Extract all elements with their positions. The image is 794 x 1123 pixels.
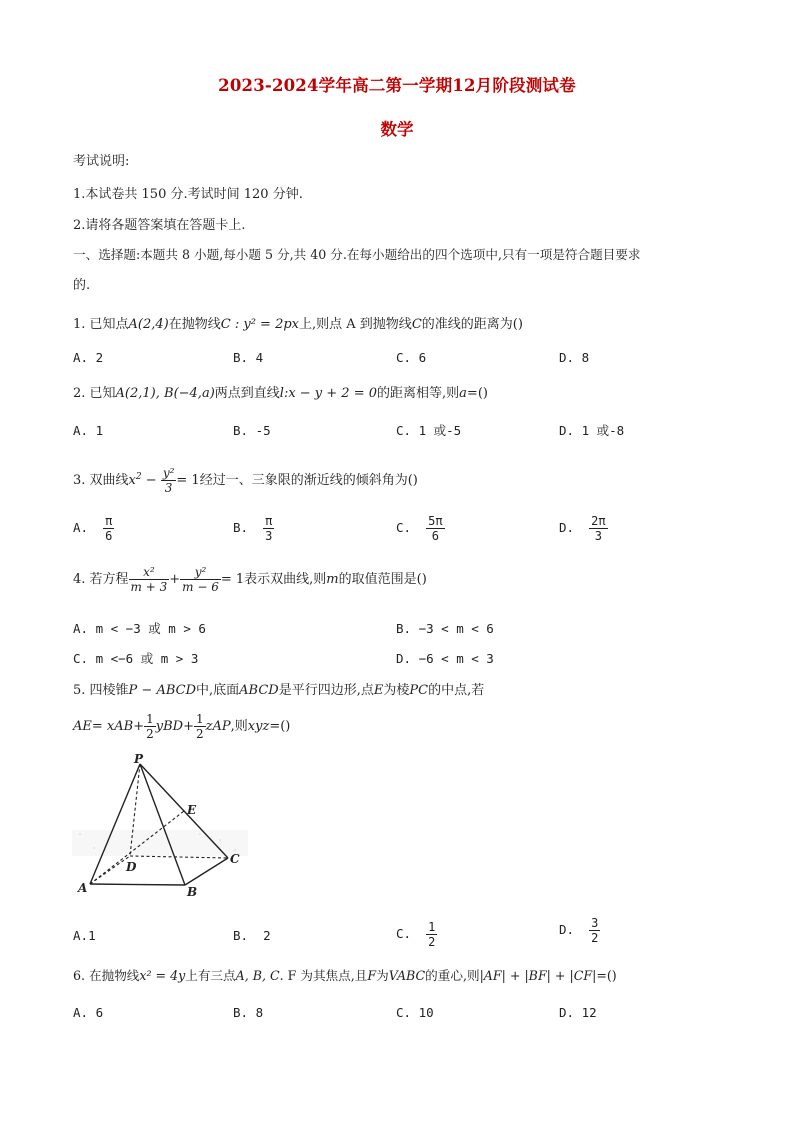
q6-mid: 上有三点 — [185, 968, 236, 983]
q5-plus1: + — [133, 719, 145, 734]
q6-mid4: 的重心,则 — [425, 968, 480, 983]
q1-end: 的准线的距离为() — [421, 317, 523, 332]
question-6 — [73, 967, 617, 985]
q5-end: 的中点,若 — [428, 683, 485, 698]
q5-prefix: 5. 四棱锥 — [73, 683, 129, 698]
q4-fraction-1: $\frac{\text{x²}}{m + 3}$ — [130, 565, 168, 594]
q5-line2-end: ,则 — [230, 719, 248, 734]
q6-sum: |AF| + |BF| + |CF| — [479, 968, 597, 983]
q2-option-c[interactable]: C. 1 或-5 — [396, 423, 462, 438]
q3-eq: = 1 — [176, 473, 200, 488]
edge-ab — [90, 884, 185, 885]
q4-option-d[interactable]: D. −6 < m < 3 — [396, 651, 494, 666]
q5-eq: = x — [91, 719, 115, 734]
edge-dc — [130, 856, 228, 858]
q2-suffix: 的距离相等,则 — [377, 386, 460, 401]
vec-ab: AB — [114, 719, 134, 734]
q5-option-b[interactable]: B. 2 — [233, 928, 271, 943]
q5-half-1: $\frac{1}{2}$ — [146, 712, 154, 741]
label-d: D — [126, 860, 137, 874]
q3-fraction: $\frac{\text{y²}}{3}$ — [162, 466, 175, 495]
q2-mid: 两点到直线 — [214, 386, 280, 401]
q5-option-d[interactable]: D. $\frac{3}{2}$ — [559, 916, 599, 945]
question-3 — [73, 462, 418, 496]
question-1 — [73, 316, 523, 334]
question-2 — [73, 385, 488, 403]
q2-option-a[interactable]: A. 1 — [73, 423, 104, 438]
q3-option-d[interactable]: D. $\frac{2\pi}{3}$ — [559, 514, 606, 543]
label-e: E — [187, 803, 197, 817]
q1-option-d[interactable]: D. 8 — [559, 350, 590, 365]
q4-option-c[interactable]: C. m <−6 或 m > 3 — [73, 651, 199, 666]
q3-minus: − — [145, 473, 157, 488]
q5-z: z — [205, 719, 213, 734]
q4-option-a[interactable]: A. m < −3 或 m > 6 — [73, 621, 206, 636]
q6-f: F — [367, 968, 377, 983]
subject-title: 数学 — [380, 120, 414, 139]
q2-var: a — [459, 386, 467, 401]
instruction-item-2: 2.请将各题答案填在答题卡上. — [73, 218, 246, 233]
q3-suffix: 经过一、三象限的渐近线的倾斜角为() — [199, 473, 418, 488]
q4-plus: + — [169, 572, 181, 587]
q6-mid2: . F 为其焦点,且 — [279, 968, 368, 983]
q3-prefix: 3. 双曲线 — [73, 473, 129, 488]
q4-end: 的取值范围是() — [338, 572, 427, 587]
q5-option-c[interactable]: C. $\frac{1}{2}$ — [396, 920, 436, 949]
q4-prefix: 4. 若方程 — [73, 572, 129, 587]
q1-prefix: 1. 已知点 — [73, 317, 129, 332]
vec-bd: BD — [163, 719, 184, 734]
q4-fraction-2: $\frac{\text{y²}}{m - 6}$ — [182, 565, 219, 594]
edge-pb — [140, 764, 185, 885]
q2-option-b[interactable]: B. -5 — [233, 423, 271, 438]
q3-option-a[interactable]: A. $\frac{\pi}{6}$ — [73, 514, 113, 543]
exam-title: 2023-2024学年高二第一学期12月阶段测试卷 — [218, 76, 576, 95]
q5-y: y — [155, 719, 164, 734]
question-4 — [73, 564, 427, 596]
label-p: P — [134, 752, 144, 766]
q6-prefix: 6. 在抛物线 — [73, 968, 140, 983]
q2-option-d[interactable]: D. 1 或-8 — [559, 423, 625, 438]
q6-mid3: 为 — [376, 968, 389, 983]
q6-option-b[interactable]: B. 8 — [233, 1005, 264, 1020]
q5-mid: 中,底面 — [196, 683, 240, 698]
q1-suffix: 上,则点 A 到抛物线 — [299, 317, 412, 332]
vec-ae: AE — [73, 719, 92, 734]
q6-end: =() — [596, 968, 617, 983]
q6-tri: VABC — [388, 968, 426, 983]
question-5 — [73, 682, 484, 700]
q6-points: A, B, C — [235, 968, 280, 983]
label-c: C — [230, 852, 240, 866]
section-heading: 一、选择题:本题共 8 小题,每小题 5 分,共 40 分.在每小题给出的四个选项中,只有一项是符合题目要求 — [73, 247, 641, 262]
q1-option-a[interactable]: A. 2 — [73, 350, 104, 365]
question-5-vector — [73, 712, 290, 742]
q1-c: C — [411, 317, 422, 332]
q6-option-d[interactable]: D. 12 — [559, 1005, 597, 1020]
q5-plus2: + — [183, 719, 194, 734]
q5-mid3: 为棱 — [383, 683, 410, 698]
q3-option-c[interactable]: C. $\frac{5\pi}{6}$ — [396, 514, 443, 543]
section-heading-cont: 的. — [73, 278, 91, 293]
q2-points: A(2,1), B(−4,a) — [115, 386, 215, 401]
label-b: B — [187, 885, 198, 899]
q1-point: A(2,4) — [128, 317, 169, 332]
edge-bc — [185, 858, 228, 885]
q2-prefix: 2. 已知 — [73, 386, 116, 401]
q1-option-b[interactable]: B. 4 — [233, 350, 264, 365]
instruction-item-1: 1.本试卷共 150 分.考试时间 120 分钟. — [73, 187, 303, 202]
q5-eq-end: =() — [269, 719, 291, 734]
q3-option-b[interactable]: B. $\frac{\pi}{3}$ — [233, 514, 273, 543]
q1-mid: 在抛物线 — [168, 317, 221, 332]
label-a: A — [78, 881, 88, 895]
q3-x2: $x^2$ — [128, 472, 142, 488]
q5-pc: PC — [409, 683, 429, 698]
q4-var: m — [326, 572, 339, 587]
q2-line: l:x − y + 2 = 0 — [279, 386, 378, 401]
q1-curve: C : y² = 2px — [220, 317, 300, 332]
instructions-heading: 考试说明: — [73, 154, 130, 169]
q4-suffix: 表示双曲线,则 — [244, 572, 327, 587]
q2-end: =() — [466, 386, 488, 401]
q5-half-2: $\frac{1}{2}$ — [196, 712, 204, 741]
q5-mid2: 是平行四边形,点 — [278, 683, 374, 698]
q4-eq: = 1 — [220, 572, 245, 587]
vec-ap: AP — [212, 719, 231, 734]
q6-option-a[interactable]: A. 6 — [73, 1005, 104, 1020]
q4-option-b[interactable]: B. −3 < m < 6 — [396, 621, 494, 636]
q5-base: ABCD — [239, 683, 279, 698]
q5-e: E — [373, 683, 384, 698]
q6-option-c[interactable]: C. 10 — [396, 1005, 434, 1020]
q5-pyramid: P − ABCD — [128, 683, 197, 698]
q6-parabola: x² = 4y — [139, 968, 186, 983]
pyramid-figure — [70, 752, 250, 902]
q5-option-a[interactable]: A.1 — [73, 928, 96, 943]
q1-option-c[interactable]: C. 6 — [396, 350, 427, 365]
q5-xyz: xyz — [247, 719, 270, 734]
